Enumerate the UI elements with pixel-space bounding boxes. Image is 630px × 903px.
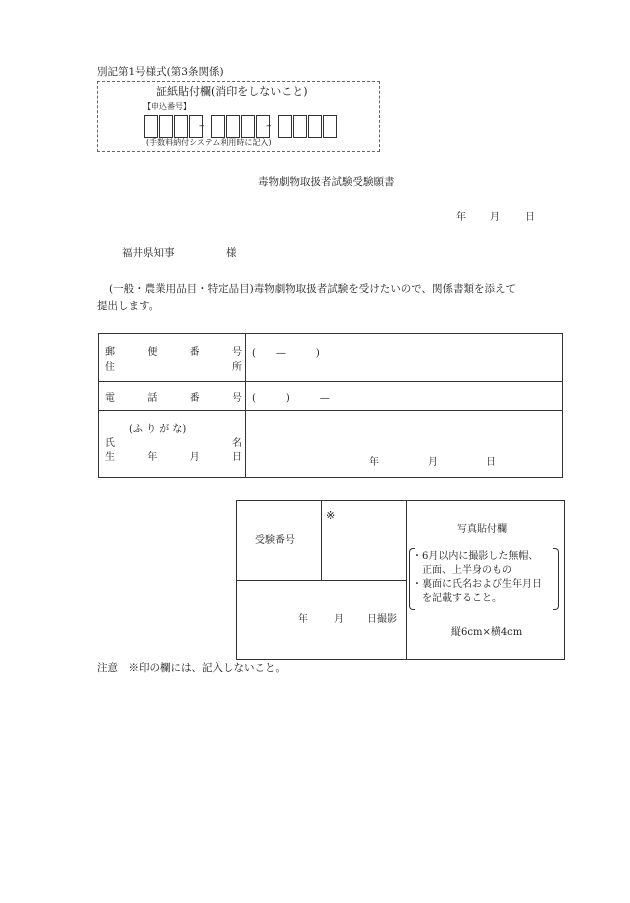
photo-area-title: 写真貼付欄: [457, 524, 507, 535]
stamp-area-title: 証紙貼付欄(消印をしないこと): [156, 85, 308, 98]
number-separator: –: [266, 119, 272, 132]
exam-number-field[interactable]: [322, 521, 405, 579]
exam-number-label: 受験番号: [255, 535, 295, 546]
name-birthdate-field[interactable]: [246, 411, 563, 478]
birth-month-label: 月: [428, 457, 438, 468]
name-birthdate-label-cell: [99, 411, 246, 478]
postal-code-label: 郵 便 番 号: [105, 346, 242, 358]
birth-year-label: 年: [369, 457, 379, 468]
document-title: 毒物劇物取扱者試験受験願書: [258, 176, 395, 188]
phone-label: 電 話 番 号: [105, 392, 242, 404]
phone-label-cell: [99, 382, 246, 411]
photo-instructions: [409, 548, 559, 610]
postal-code-format: ( — ): [252, 348, 320, 359]
name-label: 氏 名: [105, 438, 242, 449]
birth-day-label: 日: [486, 457, 496, 468]
number-separator: –: [199, 119, 205, 132]
addressee-name: 福井県知事: [122, 247, 175, 259]
postal-address-field[interactable]: [246, 334, 563, 382]
photo-date-year: 年: [298, 614, 308, 625]
body-text-line-1: (一般・農業用品目・特定品目)毒物劇物取扱者試験を受けたいので、関係書類を添えて: [109, 283, 516, 295]
application-number-group-1[interactable]: [144, 115, 204, 137]
date-year: 年: [456, 212, 466, 223]
photo-instruction-3: ・裏面に氏名および生年月日: [412, 579, 542, 590]
photo-instruction-4: を記載すること。: [412, 593, 502, 604]
official-use-mark: ※: [326, 509, 336, 522]
date-day: 日: [525, 212, 535, 223]
photo-instruction-1: ・6月以内に撮影した無帽、: [412, 551, 539, 562]
photo-instruction-2: 正面、上半身のもの: [412, 565, 512, 576]
exam-photo-box: [236, 500, 565, 660]
form-header: 別記第1号様式(第3条関係): [97, 66, 224, 78]
addressee-honorific: 様: [226, 247, 237, 259]
application-number-group-3[interactable]: [278, 115, 338, 137]
photo-size: 縦6cm×横4cm: [451, 627, 523, 638]
phone-field[interactable]: ( ) —: [246, 382, 563, 411]
photo-date-day-taken: 日撮影: [367, 614, 397, 625]
birthdate-label: 生 年 月 日: [105, 452, 242, 463]
application-number-group-2[interactable]: [211, 115, 271, 137]
stamp-area-note: (手数料納付システム利用時に記入): [146, 138, 272, 147]
applicant-table: [98, 333, 563, 478]
photo-date-month: 月: [334, 614, 344, 625]
application-number-label: 【申込番号】: [143, 102, 191, 111]
furigana-label: (ふ り が な): [129, 424, 187, 435]
date-month: 月: [490, 212, 500, 223]
footer-note: 注意 ※印の欄には、記入しないこと。: [97, 662, 286, 674]
body-text-line-2: 提出します。: [97, 300, 160, 312]
address-label: 住 所: [105, 361, 242, 373]
postal-address-label-cell: [99, 334, 246, 382]
